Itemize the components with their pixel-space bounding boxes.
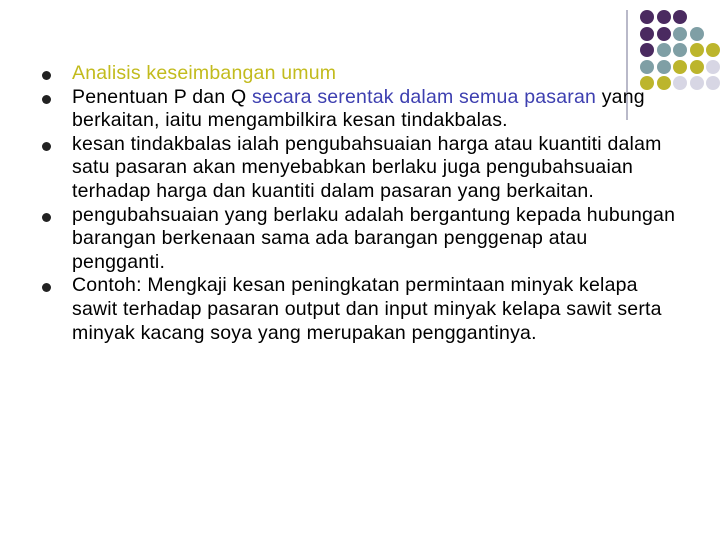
decorative-dot: [690, 43, 704, 57]
decorative-dot: [706, 60, 720, 74]
decorative-dot: [657, 10, 671, 24]
bullet-list: [42, 62, 682, 345]
bullet-item: [42, 62, 682, 86]
bullet-text: Analisis keseimbangan umum: [72, 62, 337, 84]
decorative-dot: [640, 10, 654, 24]
decorative-dot: [690, 76, 704, 90]
bullet-text: Penentuan P dan Q: [72, 85, 252, 108]
decorative-dot: [706, 76, 720, 90]
decorative-dot: [657, 27, 671, 41]
decorative-dot: [673, 10, 687, 24]
bullet-item: [42, 133, 682, 204]
decorative-dot: [673, 27, 687, 41]
decorative-dot: [640, 27, 654, 41]
decorative-dot: [690, 60, 704, 74]
bullet-text: yang berkaitan, iaitu mengambilkira kesan tindakbalas.: [72, 85, 645, 132]
decorative-dot: [673, 43, 687, 57]
bullet-text: kesan tindakbalas ialah pengubahsuaian harga atau kuantiti dalam satu pasaran akan menyebabkan berlaku juga pengubahsuaian terhadap harga dan kuantiti dalam pasaran yang berkaitan.: [72, 132, 662, 202]
bullet-icon: [42, 213, 51, 222]
decorative-dot: [657, 43, 671, 57]
bullet-icon: [42, 71, 51, 80]
bullet-item: [42, 204, 682, 275]
bullet-item: [42, 86, 682, 133]
bullet-text: pengubahsuaian yang berlaku adalah bergantung kepada hubungan barangan berkenaan sama ada barangan penggenap atau pengganti.: [72, 203, 676, 273]
bullet-icon: [42, 95, 51, 104]
decorative-dot: [706, 43, 720, 57]
bullet-item: [42, 274, 682, 345]
bullet-icon: [42, 283, 51, 292]
bullet-text: Contoh: Mengkaji kesan peningkatan permintaan minyak kelapa sawit terhadap pasaran output dan input minyak kelapa sawit serta minyak kacang soya yang merupakan penggantinya.: [72, 274, 662, 344]
decorative-dot: [690, 27, 704, 41]
highlighted-text: secara serentak dalam semua pasaran: [251, 85, 597, 108]
bullet-icon: [42, 142, 51, 151]
decorative-dot: [640, 43, 654, 57]
